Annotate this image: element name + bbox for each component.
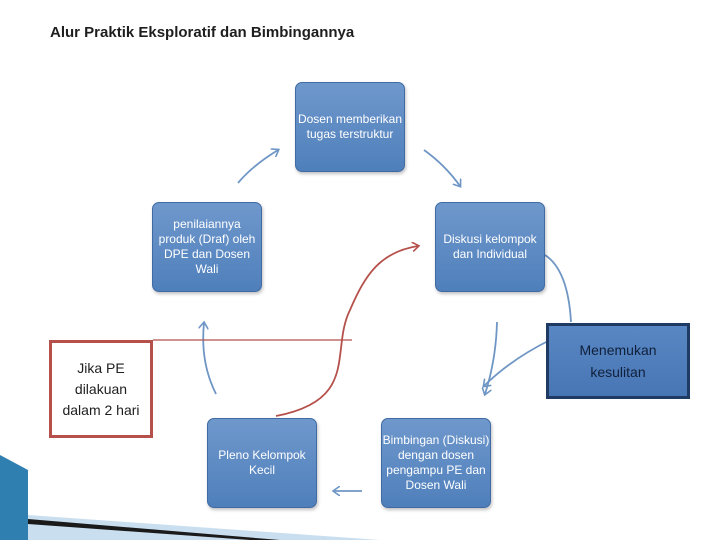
- arrow-pleno-to-diskusi-red: [276, 246, 418, 416]
- arrow-penilaian-to-dosen: [238, 150, 278, 183]
- arrow-pleno-to-penilaian: [203, 323, 216, 394]
- node-pleno-kelompok: Pleno Kelompok Kecil: [207, 418, 317, 508]
- callout-menemukan-kesulitan: Menemukan kesulitan: [546, 323, 690, 399]
- node-diskusi-kelompok: Diskusi kelompok dan Individual: [435, 202, 545, 292]
- node-penilaian-produk: penilaiannya produk (Draf) oleh DPE dan Dosen Wali: [152, 202, 262, 292]
- arrow-dosen-to-diskusi: [424, 150, 460, 186]
- node-bimbingan: Bimbingan (Diskusi) dengan dosen pengampu PE dan Dosen Wali: [381, 418, 491, 508]
- page-title: Alur Praktik Eksploratif dan Bimbingannya: [50, 24, 355, 41]
- callout-jika-pe: Jika PE dilakuan dalam 2 hari: [49, 340, 153, 438]
- arrow-kesulitan-to-bimbingan: [484, 340, 550, 386]
- arrow-diskusi-to-kesulitan: [545, 255, 571, 322]
- node-dosen-memberikan-tugas: Dosen memberikan tugas terstruktur: [295, 82, 405, 172]
- corner-decoration-bar: [0, 455, 28, 540]
